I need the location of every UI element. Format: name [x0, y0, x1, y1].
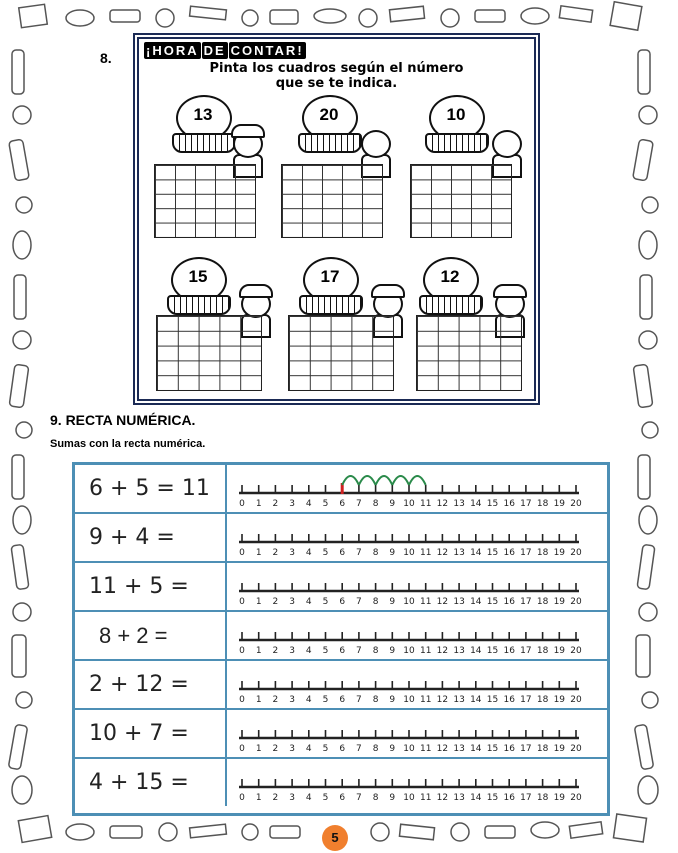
tick-label: 11: [419, 548, 432, 558]
tick-label: 7: [356, 646, 362, 656]
tick-label: 15: [486, 695, 499, 705]
jump-arc: [409, 476, 426, 485]
number-line[interactable]: [227, 661, 607, 708]
tick-label: 15: [486, 793, 499, 803]
jump-arc: [342, 476, 359, 485]
coloring-grid[interactable]: [410, 164, 512, 238]
tick-label: 17: [520, 793, 532, 803]
tick-label: 1: [255, 744, 262, 754]
number-globe: [299, 257, 361, 317]
globe-number: 15: [188, 267, 208, 286]
equation: 10 + 7 =: [75, 710, 227, 757]
tick-label: 8: [372, 695, 379, 705]
table-row: [75, 563, 607, 612]
tick-label: 1: [255, 793, 262, 803]
tick-label: 14: [470, 499, 482, 509]
tick-label: 9: [389, 499, 396, 509]
tick-label: 20: [570, 597, 582, 607]
tick-label: 12: [436, 695, 449, 705]
equation: 2 + 12 =: [75, 661, 227, 708]
tick-label: 10: [403, 646, 415, 656]
equation: 11 + 5 =: [75, 563, 227, 610]
tick-label: 5: [322, 695, 329, 705]
tick-label: 4: [305, 695, 312, 705]
instruction-line-2: que se te indica.: [275, 76, 398, 91]
tick-label: 9: [389, 695, 396, 705]
table-row: [75, 710, 607, 759]
tick-label: 6: [339, 744, 346, 754]
tick-label: 1: [255, 499, 262, 509]
tick-label: 11: [419, 744, 432, 754]
equation: 8 + 2 =: [75, 612, 227, 659]
tick-label: 3: [289, 695, 295, 705]
coloring-grid[interactable]: [156, 315, 262, 391]
instruction-line-1: Pinta los cuadros según el número: [209, 61, 464, 76]
tick-label: 2: [272, 695, 279, 705]
number-line-table: [72, 462, 610, 816]
tick-label: 10: [403, 499, 415, 509]
tick-label: 4: [305, 597, 312, 607]
tick-label: 13: [453, 499, 465, 509]
tick-label: 5: [322, 597, 329, 607]
number-line[interactable]: [227, 563, 607, 610]
tick-label: 18: [536, 793, 549, 803]
number-globe: [172, 95, 234, 155]
equation: 6 + 5 = 11: [75, 465, 227, 512]
tick-label: 0: [239, 744, 245, 754]
tick-label: 4: [305, 499, 312, 509]
tick-label: 7: [356, 744, 362, 754]
coloring-grid[interactable]: [154, 164, 256, 238]
tick-label: 18: [536, 548, 549, 558]
tick-label: 14: [470, 793, 482, 803]
number-line[interactable]: [227, 759, 607, 806]
tick-label: 15: [486, 597, 499, 607]
title-word: CONTAR!: [230, 43, 304, 58]
tick-label: 8: [372, 646, 379, 656]
tick-label: 15: [486, 499, 499, 509]
tick-label: 1: [255, 597, 262, 607]
tick-label: 0: [239, 695, 245, 705]
tick-label: 8: [372, 548, 379, 558]
tick-label: 8: [372, 793, 379, 803]
tick-label: 18: [536, 744, 549, 754]
number-globe: [425, 95, 487, 155]
tick-label: 19: [553, 499, 566, 509]
counting-panel: [137, 37, 536, 401]
tick-label: 11: [419, 793, 432, 803]
coloring-grid[interactable]: [281, 164, 383, 238]
jump-arc: [376, 476, 393, 485]
tick-label: 8: [372, 597, 379, 607]
tick-label: 18: [536, 646, 549, 656]
tick-label: 17: [520, 499, 532, 509]
tick-label: 10: [403, 793, 415, 803]
equation: 4 + 15 =: [75, 759, 227, 806]
number-globe: [167, 257, 229, 317]
tick-label: 3: [289, 597, 295, 607]
tick-label: 11: [419, 597, 432, 607]
tick-label: 0: [239, 499, 245, 509]
tick-label: 2: [272, 548, 279, 558]
tick-label: 20: [570, 695, 582, 705]
tick-label: 12: [436, 499, 449, 509]
tick-label: 5: [322, 548, 329, 558]
tick-label: 3: [289, 499, 295, 509]
tick-label: 20: [570, 548, 582, 558]
tick-label: 11: [419, 646, 432, 656]
table-row: [75, 612, 607, 661]
tick-label: 20: [570, 793, 582, 803]
tick-label: 9: [389, 646, 396, 656]
panel-instruction: [139, 61, 534, 91]
tick-label: 15: [486, 646, 499, 656]
tick-label: 13: [453, 744, 465, 754]
tick-label: 6: [339, 793, 346, 803]
tick-label: 16: [503, 646, 515, 656]
tick-label: 12: [436, 793, 449, 803]
tick-label: 16: [503, 597, 515, 607]
table-row: [75, 661, 607, 710]
tick-label: 2: [272, 597, 279, 607]
tick-label: 12: [436, 597, 449, 607]
tick-label: 4: [305, 548, 312, 558]
tick-label: 5: [322, 793, 329, 803]
tick-label: 10: [403, 597, 415, 607]
tick-label: 10: [403, 548, 415, 558]
tick-label: 18: [536, 597, 549, 607]
tick-label: 13: [453, 793, 465, 803]
tick-label: 8: [372, 744, 379, 754]
tick-label: 19: [553, 597, 566, 607]
equation: 9 + 4 =: [75, 514, 227, 561]
tick-label: 14: [470, 548, 482, 558]
coloring-grid[interactable]: [288, 315, 394, 391]
globe-number: 13: [193, 105, 213, 124]
panel-title: [144, 42, 306, 59]
tick-label: 5: [322, 499, 329, 509]
tick-label: 3: [289, 646, 295, 656]
tick-label: 12: [436, 744, 449, 754]
tick-label: 5: [322, 646, 329, 656]
title-word: ¡HORA: [146, 43, 199, 58]
tick-label: 19: [553, 744, 566, 754]
page-number: 5: [322, 825, 348, 851]
tick-label: 20: [570, 646, 582, 656]
tick-label: 6: [339, 548, 346, 558]
tick-label: 15: [486, 548, 499, 558]
tick-label: 2: [272, 744, 279, 754]
exercise-9-heading: 9. RECTA NUMÉRICA.: [50, 412, 196, 428]
tick-label: 9: [389, 793, 396, 803]
tick-label: 13: [453, 646, 465, 656]
tick-label: 17: [520, 695, 532, 705]
tick-label: 10: [403, 744, 415, 754]
tick-label: 7: [356, 695, 362, 705]
tick-label: 16: [503, 499, 515, 509]
tick-label: 0: [239, 646, 245, 656]
tick-label: 3: [289, 548, 295, 558]
tick-label: 20: [570, 744, 582, 754]
tick-label: 8: [372, 499, 379, 509]
number-globe: [298, 95, 360, 155]
tick-label: 17: [520, 597, 532, 607]
tick-label: 16: [503, 793, 515, 803]
tick-label: 17: [520, 548, 532, 558]
tick-label: 15: [486, 744, 499, 754]
tick-label: 14: [470, 744, 482, 754]
tick-label: 14: [470, 646, 482, 656]
tick-label: 13: [453, 548, 465, 558]
tick-label: 7: [356, 499, 362, 509]
tick-label: 7: [356, 793, 362, 803]
tick-label: 14: [470, 695, 482, 705]
number-line[interactable]: [227, 612, 607, 659]
tick-label: 18: [536, 499, 549, 509]
tick-label: 2: [272, 499, 279, 509]
tick-label: 6: [339, 695, 346, 705]
tick-label: 7: [356, 548, 362, 558]
tick-label: 10: [403, 695, 415, 705]
tick-label: 19: [553, 695, 566, 705]
tick-label: 11: [419, 499, 432, 509]
jump-arc: [359, 476, 376, 485]
tick-label: 3: [289, 793, 295, 803]
globe-number: 20: [319, 105, 339, 124]
tick-label: 13: [453, 695, 465, 705]
tick-label: 5: [322, 744, 329, 754]
tick-label: 12: [436, 548, 449, 558]
tick-label: 0: [239, 597, 245, 607]
number-line[interactable]: [227, 465, 607, 512]
tick-label: 11: [419, 695, 432, 705]
tick-label: 4: [305, 744, 312, 754]
tick-label: 9: [389, 597, 396, 607]
title-word: DE: [203, 43, 226, 58]
tick-label: 20: [570, 499, 582, 509]
tick-label: 6: [339, 499, 346, 509]
table-row: [75, 514, 607, 563]
tick-label: 19: [553, 646, 566, 656]
tick-label: 12: [436, 646, 449, 656]
tick-label: 16: [503, 744, 515, 754]
tick-label: 2: [272, 646, 279, 656]
tick-label: 2: [272, 793, 279, 803]
tick-label: 14: [470, 597, 482, 607]
tick-label: 1: [255, 695, 262, 705]
coloring-grid[interactable]: [416, 315, 522, 391]
tick-label: 1: [255, 548, 262, 558]
tick-label: 6: [339, 597, 346, 607]
tick-label: 7: [356, 597, 362, 607]
exercise-8-number: 8.: [100, 50, 112, 66]
tick-label: 18: [536, 695, 549, 705]
number-globe: [419, 257, 481, 317]
tick-label: 16: [503, 695, 515, 705]
tick-label: 16: [503, 548, 515, 558]
number-line[interactable]: [227, 514, 607, 561]
tick-label: 0: [239, 548, 245, 558]
tick-label: 17: [520, 646, 532, 656]
tick-label: 17: [520, 744, 532, 754]
tick-label: 13: [453, 597, 465, 607]
table-row: [75, 465, 607, 514]
tick-label: 19: [553, 793, 566, 803]
globe-number: 10: [446, 105, 466, 124]
tick-label: 19: [553, 548, 566, 558]
jump-arc: [392, 476, 409, 485]
number-line[interactable]: [227, 710, 607, 757]
globe-number: 17: [320, 267, 340, 286]
exercise-9-subheading: Sumas con la recta numérica.: [50, 438, 206, 450]
tick-label: 0: [239, 793, 245, 803]
tick-label: 3: [289, 744, 295, 754]
tick-label: 9: [389, 744, 396, 754]
globe-number: 12: [440, 267, 460, 286]
tick-label: 4: [305, 646, 312, 656]
tick-label: 9: [389, 548, 396, 558]
tick-label: 1: [255, 646, 262, 656]
table-row: [75, 759, 607, 806]
tick-label: 6: [339, 646, 346, 656]
tick-label: 4: [305, 793, 312, 803]
